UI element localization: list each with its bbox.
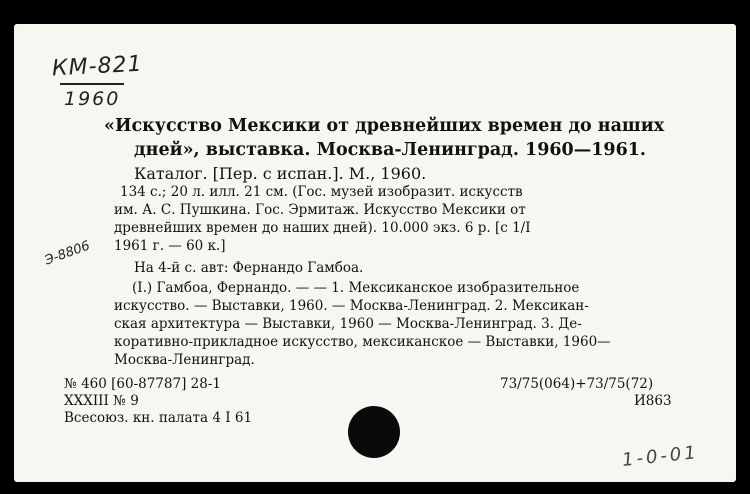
description-line: им. А. С. Пушкина. Гос. Эрмитаж. Искусство Мексики от (114, 202, 526, 218)
author-code: И863 (634, 393, 672, 409)
handwritten-year: 1960 (64, 88, 121, 110)
subject-line: искусство. — Выставки, 1960. — Москва-Ленинград. 2. Мексикан- (114, 298, 589, 314)
subject-line: Москва-Ленинград. (114, 352, 255, 368)
subject-line: ская архитектура — Выставки, 1960 — Москва-Ленинград. 3. Де- (114, 316, 582, 332)
classification-code: 73/75(064)+73/75(72) (500, 376, 654, 392)
catalog-card (14, 24, 736, 482)
subject-line: (I.) Гамбоа, Фернандо. — — 1. Мексиканское изобразительное (132, 280, 580, 296)
handwritten-bottom-mark: 1-0-01 (621, 442, 700, 471)
book-chamber-line: Всесоюз. кн. палата 4 I 61 (64, 410, 253, 426)
description-line: 134 с.; 20 л. илл. 21 см. (Гос. музей изобразит. искусств (120, 184, 523, 200)
ink-blot (348, 406, 400, 458)
description-line: 1961 г. — 60 к.] (114, 238, 226, 254)
volume-number: XXXIII № 9 (64, 393, 139, 409)
title-line-2: дней», выставка. Москва-Ленинград. 1960—1961. (134, 140, 647, 160)
subject-line: коративно-прикладное искусство, мексиканское — Выставки, 1960— (114, 334, 611, 350)
catalog-line: Каталог. [Пер. с испан.]. М., 1960. (134, 164, 427, 183)
record-number: № 460 [60-87787] 28-1 (64, 376, 221, 392)
handwritten-inventory-number: КМ-821 (51, 51, 144, 82)
author-note: На 4-й с. авт: Фернандо Гамбоа. (134, 260, 364, 276)
handwritten-side-mark: Э-8806 (42, 238, 93, 269)
description-line: древнейших времен до наших дней). 10.000 экз. 6 р. [с 1/I (114, 220, 531, 236)
title-line-1: «Искусство Мексики от древнейших времен до наших (104, 116, 665, 136)
